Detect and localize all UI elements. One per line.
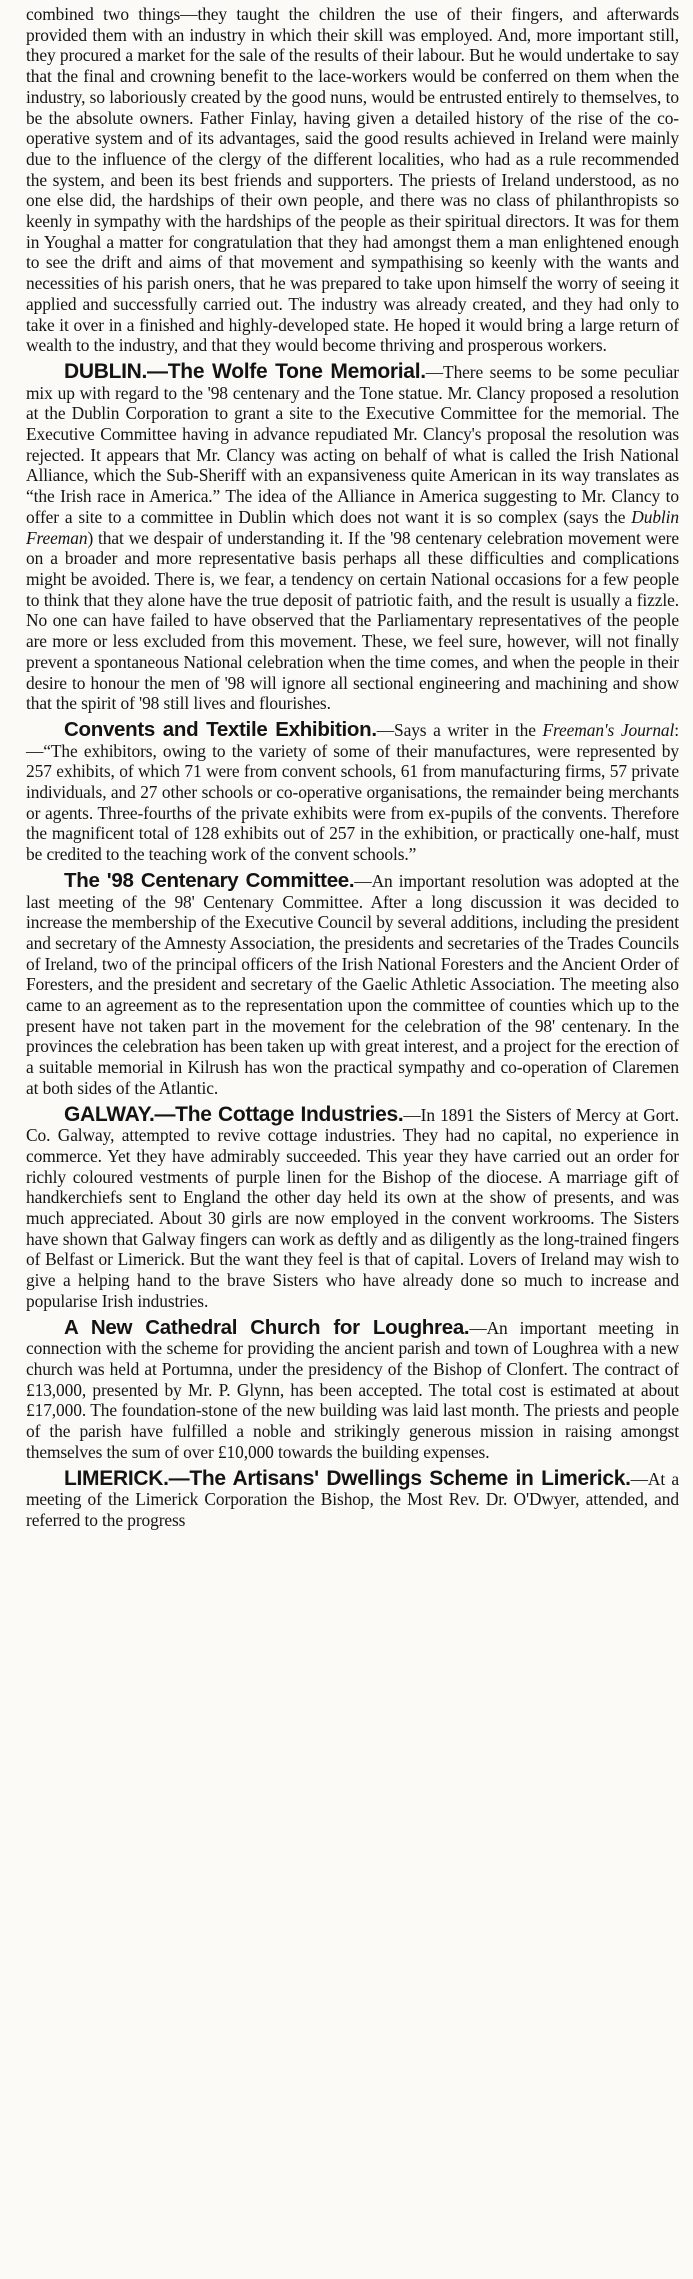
article-body: —Says a writer in the	[376, 719, 543, 740]
opening-text: combined two things—they taught the children the use of their fingers, and afterwards provided them with an industry in which their skill was employed. And, more important still, they procured a market for the sale of the results of their labour. But he would undertake to say that the final and crowning benefit to the lace-workers would be conferred on them when the industry, so laboriously created by the good nuns, would be entrusted entirely to themselves, to be the absolute owners. Father Finlay, having given a detailed history of the rise of the co-operative system and of its advantages, said the good results achieved in Ireland were mainly due to the influence of the clergy of the different localities, who had as a rule recommended the system, and been its best friends and supporters. The priests of Ireland understood, as no one else did, the hardships of their own people, and there was no class of philanthropists so keenly in sympathy with the hardships of the people as their spiritual directors. It was for them in Youghal a matter for congratulation that they had amongst them a man enlightened enough to see the drift and aims of that movement and sympathising so keenly with the wants and necessities of his parish oners, that he was prepared to take upon himself the worry of seeing it applied and successfully carried out. The industry was already created, and they had only to take it over in a finished and highly-developed state. He hoped it would bring a large return of wealth to the industry, and that they would become thriving and prosperous workers.	[26, 4, 679, 356]
article-body: —In 1891 the Sisters of Mercy at Gort. Co. Galway, attempted to revive cottage industries. They had no capital, no experience in commerce. Yet they have admirably succeeded. This year they have carried out an order for richly coloured vestments of purple linen for the Bishop of the diocese. A marriage gift of handkerchiefs sent to England the other day held its own at the show of presents, and was much appreciated. About 30 girls are now employed in the convent workrooms. The Sisters have shown that Galway fingers can work as deftly and as diligently as the long-trained fingers of Belfast or Limerick. But the want they feel is that of capital. Lovers of Ireland may wish to give a helping hand to the brave Sisters who have already done so much to increase and popularise Irish industries.	[26, 1104, 679, 1311]
article-body: —At a meeting of the Limerick Corporation the Bishop, the Most Rev. Dr. O'Dwyer, attended, and referred to the progress	[26, 1468, 679, 1530]
article-heading: The '98 Centenary Committee.	[64, 868, 355, 892]
article-loughrea	[26, 1315, 679, 1463]
article-body: —An important meeting in connection with the scheme for providing the ancient parish and town of Loughrea with a new church was held at Portumna, under the presidency of the Bishop of Clonfert. The contract of £13,000, presented by Mr. P. Glynn, has been accepted. The total cost is estimated at about £17,000. The foundation-stone of the new building was laid last month. The priests and people of the parish have fulfilled a noble and strikingly generous mission in raising amongst themselves the sum of over £10,000 towards the building expenses.	[26, 1317, 679, 1462]
article-heading: DUBLIN.—The Wolfe Tone Memorial.	[64, 359, 426, 383]
publication-name: Dublin Freeman	[26, 506, 679, 548]
article-limerick	[26, 1466, 679, 1531]
article-body-continued: ) that we despair of understanding it. If the '98 centenary celebration movement were on a broader and more representative basis perhaps all these difficulties and complications might be avoided. There is, we fear, a tendency on certain National occasions for a few people to think that they alone have the true deposit of patriotic faith, and the result is usually a fizzle. No one can have failed to have observed that the Parliamentary representatives of the people are more or less excluded from this movement. These, we feel sure, however, will not finally prevent a spontaneous National celebration when the time comes, and when the people in their desire to honour the men of '98 will ignore all sectional engineering and machining and show that the spirit of '98 still lives and flourishes.	[26, 527, 679, 714]
article-dublin	[26, 359, 679, 714]
article-heading: A New Cathedral Church for Loughrea.	[64, 1315, 470, 1339]
article-body: —There seems to be some peculiar mix up with regard to the '98 centenary and the Tone statue. Mr. Clancy proposed a resolution at the Dublin Corporation to grant a site to the Executive Committee for the memorial. The Executive Committee having in advance repudiated Mr. Clancy's proposal the resolution was rejected. It appears that Mr. Clancy was acting on behalf of what is called the Irish National Alliance, which the Sub-Sheriff with an expansiveness quite American in its way translates as “the Irish race in America.” The idea of the Alliance in America suggesting to Mr. Clancy to offer a site to a committee in Dublin which does not want it is so complex (says the	[26, 361, 679, 527]
article-convents	[26, 717, 679, 865]
article-body: —An important resolution was adopted at the last meeting of the 98' Centenary Committee. After a long discussion it was decided to increase the membership of the Executive Council by several additions, including the president and secretary of the Amnesty Association, the presidents and secretaries of the Trades Councils of Ireland, two of the principal officers of the Irish National Foresters and the Ancient Order of Foresters, and the president and secretary of the Gaelic Athletic Association. The meeting also came to an agreement as to the representation upon the committee of counties which up to the present have not taken part in the movement for the celebration of the 98' centenary. In the provinces the celebration has been taken up with great interest, and a project for the erection of a suitable memorial in Kilrush has won the practical sympathy and co-operation of Claremen at both sides of the Atlantic.	[26, 870, 679, 1098]
article-body-continued: :—“The exhibitors, owing to the variety of some of their manufactures, were represented by 257 exhibits, of which 71 were from convent schools, 61 from manufacturing firms, 57 private individuals, and 27 other schools or co-operative organisations, the remainder being merchants or agents. Three-fourths of the private exhibits were from ex-pupils of the convents. Therefore the magnificent total of 128 exhibits out of 257 in the exhibition, or practically one-half, must be credited to the teaching work of the convent schools.”	[26, 719, 679, 865]
article-centenary-committee	[26, 868, 679, 1099]
article-heading: LIMERICK.—The Artisans' Dwellings Scheme in Limerick.	[64, 1466, 631, 1490]
article-heading: Convents and Textile Exhibition.	[64, 717, 377, 741]
publication-name: Freeman's Journal	[542, 719, 675, 740]
article-heading: GALWAY.—The Cottage Industries.	[64, 1102, 404, 1126]
opening-paragraph	[26, 4, 679, 356]
article-galway	[26, 1102, 679, 1312]
